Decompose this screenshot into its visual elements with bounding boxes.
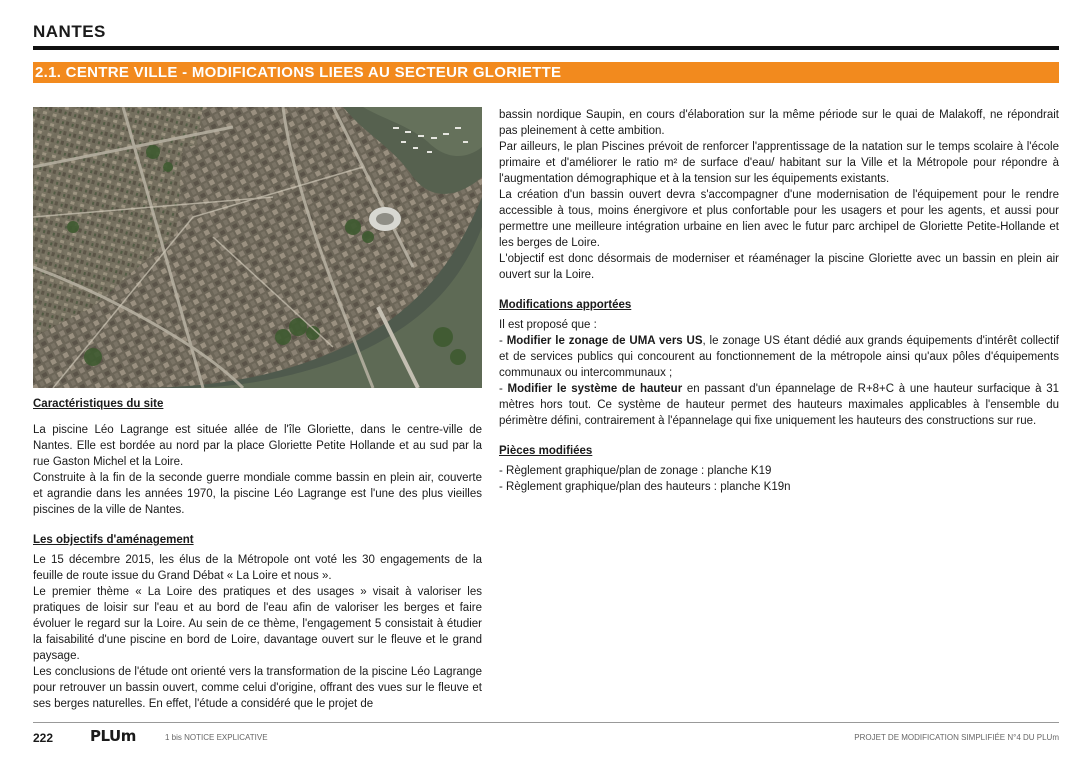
page-number: 222: [33, 731, 54, 745]
modification-item-height: - Modifier le système de hauteur en passant d'un épannelage de R+8+C à une hauteur surfacique à 31 mètres hors tout. Ce système de hauteur permet des hauteurs maximales applicables à l'ensemble du périmètre défini, contrairement à l'épannelage qui fixe uniquement les hauteurs des constructions sur rue.: [499, 383, 1059, 427]
footer-rule: [33, 722, 1059, 723]
plum-logo: PLUm: [90, 727, 136, 745]
city-heading: NANTES: [33, 22, 106, 41]
site-paragraph-2: Construite à la fin de la seconde guerre mondiale comme bassin en plein air, couverte et agrandie dans les années 1970, la piscine Léo Lagrange est l'une des plus vieilles piscines de la ville de Nantes.: [33, 472, 482, 516]
right-paragraph-1: bassin nordique Saupin, en cours d'élaboration sur la même période sur le quai de Malakoff, ne répondrait pas pleinement à cette ambition.: [499, 109, 1059, 137]
objectives-paragraph-1: Le 15 décembre 2015, les élus de la Métropole ont voté les 30 engagements de la feuille de route issue du Grand Débat « La Loire et nous ».: [33, 554, 482, 582]
right-column: [499, 107, 1059, 495]
modification-zoning-bold: Modifier le zonage de UMA vers US: [506, 335, 703, 347]
section-title: 2.1. CENTRE VILLE - MODIFICATIONS LIEES AU SECTEUR GLORIETTE: [35, 64, 562, 81]
piece-item-zoning: - Règlement graphique/plan de zonage : planche K19: [499, 465, 772, 477]
footer-right-text: PROJET DE MODIFICATION SIMPLIFIÉE N°4 DU PLUm: [854, 733, 1059, 742]
site-paragraph-1: La piscine Léo Lagrange est située allée de l'île Gloriette, dans le centre-ville de Nantes. Elle est bordée au nord par la place Gloriette Petite Hollande et au sud par la rue Gaston Michel et la Loire.: [33, 424, 482, 468]
header-rule: [33, 46, 1059, 50]
right-paragraph-2: Par ailleurs, le plan Piscines prévoit de renforcer l'apprentissage de la natation sur le temps scolaire à l'école primaire et d'améliorer le ratio m² de surface d'eau/ habitant sur la Ville et la Métropole pour répondre à l'augmentation démographique et à la tension sur les équipements existants.: [499, 141, 1059, 185]
right-paragraph-3: La création d'un bassin ouvert devra s'accompagner d'une modernisation de l'équipement pour le rendre accessible à tous, moins énergivore et plus confortable pour les usagers et pour les agents, et aussi pour permettre une meilleure intégration urbaine en lien avec le futur parc archipel de Gloriette Petite-Hollande et les berges de Loire.: [499, 189, 1059, 249]
objectives-paragraph-3: Les conclusions de l'étude ont orienté vers la transformation de la piscine Léo Lagrange pour retrouver un bassin ouvert, comme celui d'origine, offrant des vues sur le fleuve et ses berges naturelles. En effet, l'étude a considéré que le projet de: [33, 666, 482, 710]
left-column: [33, 396, 482, 712]
section-banner: [33, 62, 1059, 83]
right-paragraph-4: L'objectif est donc désormais de moderniser et réaménager la piscine Gloriette avec un bassin en plein air ouvert sur la Loire.: [499, 253, 1059, 281]
modification-height-bold: Modifier le système de hauteur: [507, 383, 683, 395]
aerial-photo: [33, 107, 482, 388]
footer-left-text: 1 bis NOTICE EXPLICATIVE: [165, 733, 268, 742]
objectives-heading: Les objectifs d'aménagement: [33, 534, 194, 546]
modifications-heading: Modifications apportées: [499, 299, 632, 311]
site-heading: Caractéristiques du site: [33, 398, 164, 410]
modifications-intro: Il est proposé que :: [499, 319, 597, 331]
piece-item-heights: - Règlement graphique/plan des hauteurs : planche K19n: [499, 481, 791, 493]
modification-item-zoning: - Modifier le zonage de UMA vers US, le zonage US étant dédié aux grands équipements d'intérêt collectif et de services publics qui concourent au fonctionnement de la métropole ainsi qu'aux pôles d'équipements communaux ou intercommunaux ;: [499, 335, 1059, 379]
objectives-paragraph-2: Le premier thème « La Loire des pratiques et des usages » visait à valoriser les pratiques de loisir sur l'eau et au bord de l'eau afin de valoriser les berges et faire évoluer le regard sur la Loire. Au sein de ce thème, l'engagement 5 consistait à étudier la faisabilité d'une piscine en bord de Loire, davantage ouvert sur le fleuve et le grand paysage.: [33, 586, 482, 662]
pieces-heading: Pièces modifiées: [499, 445, 593, 457]
